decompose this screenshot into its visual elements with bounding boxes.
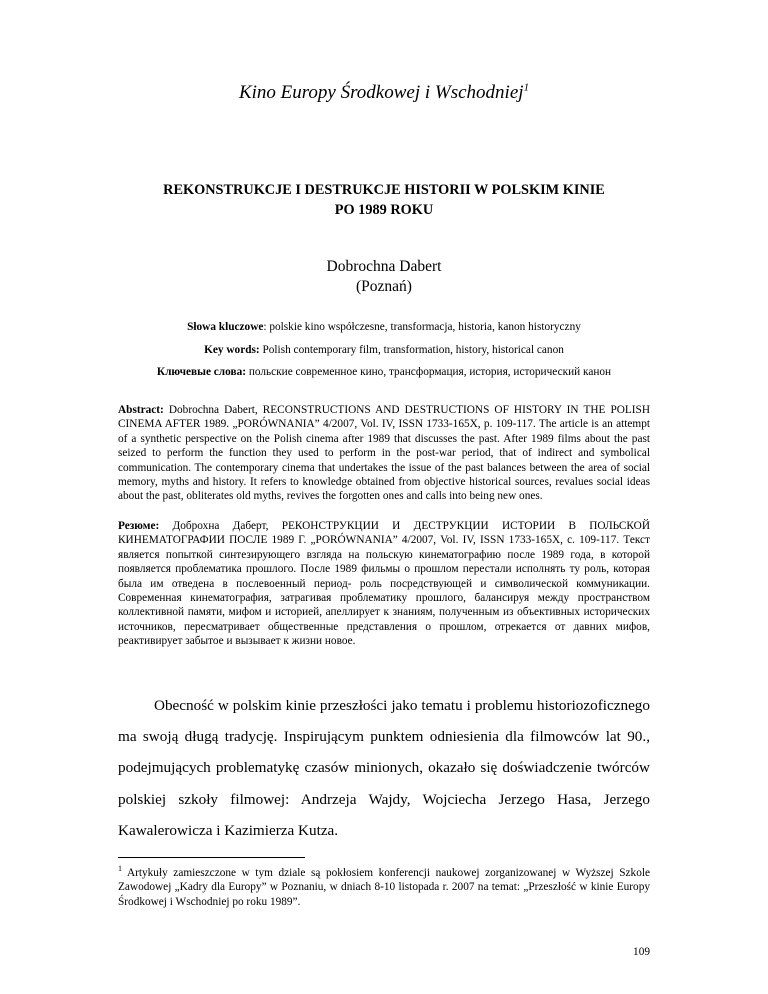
- footnote-text: Artykuły zamieszczone w tym dziale są pokłosiem konferencji naukowej zorganizowanej w Wyższej Szkole Zawodowej „Kadry dla Europy” w Poznaniu, w dniach 8-10 listopada r. 2007 na temat: „Przeszłość w kinie Europy Środkowej i Wschodniej po roku 1989”.: [118, 867, 650, 908]
- author-name: Dobrochna Dabert: [326, 258, 442, 275]
- section-title: [0, 82, 768, 104]
- keywords-polish-text: : polskie kino współczesne, transformacja, historia, kanon historyczny: [263, 321, 581, 333]
- abstract-english-text: Dobrochna Dabert, RECONSTRUCTIONS AND DESTRUCTIONS OF HISTORY IN THE POLISH CINEMA AFTER 1989. „PORÓWNANIA” 4/2007, Vol. IV, ISSN 1733-165X, p. 109-117. The article is an attempt of a synthetic perspective on the Polish cinema after 1989 that discusses the past. After 1989 films about the past seized to perform the function they used to perform in the post-war period, that of indirect and symbolical communication. The contemporary cinema that undertakes the issue of the past balances between the area of social memory, myths and history. It refers to knowledge obtained from objective historical sources, revalues social ideas about the past, obliterates old myths, revives the forgotten ones and calls into being new ones.: [118, 404, 650, 503]
- abstract-russian-label: Резюме:: [118, 520, 160, 532]
- footnote-ref-marker: 1: [523, 81, 530, 94]
- keywords-english: [0, 343, 768, 357]
- footnote-marker: 1: [118, 864, 122, 874]
- abstract-english: [118, 403, 650, 504]
- section-title-text: Kino Europy Środkowej i Wschodniej: [238, 82, 524, 103]
- body-paragraph: Obecność w polskim kinie przeszłości jako tematu i problemu historiozoficznego ma swoją długą tradycję. Inspirującym punktem odniesienia dla filmowców lat 90., podejmujących problematykę czasów minionych, okazało się doświadczenie twórców polskiej szkoły filmowej: Andrzeja Wajdy, Wojciecha Jerzego Hasa, Jerzego Kawalerowicza i Kazimierza Kutza.: [118, 697, 650, 839]
- author-affiliation: (Poznań): [356, 278, 412, 295]
- abstract-english-label: Abstract:: [118, 404, 164, 416]
- abstract-russian-text: Доброхна Даберт, РЕКОНСТРУКЦИИ И ДЕСТРУКЦИИ ИСТОРИИ В ПОЛЬСКОЙ КИНЕМАТОГРАФИИ ПОСЛЕ 1989 Г. „PORÓWNANIA” 4/2007, Vol. IV, ISSN 1733-165X, с. 109-117. Текст является попыткой синтезирующего взгляда на польскую кинематографию после 1989 года, в которой появляется проблематика прошлого. После 1989 фильмы о прошлом перестали исполнять ту роль, которая была им отведена в послевоенный период- роль посредствующей и символической коммуникации. Современная кинематография, затрагивая проблематику прошлого, балансируя между пространством коллективной памяти, мифом и историей, апеллирует к знаниям, полученным из объективных исторических источников, пересматривает общественные представления о прошлом, отрекается от давних мифов, реактивирует забытое и вызывает к жизни новое.: [118, 520, 650, 648]
- keywords-russian-label: Ключевые слова:: [156, 366, 247, 378]
- article-title: [0, 180, 768, 220]
- keywords-block: [0, 320, 768, 388]
- keywords-english-text: Polish contemporary film, transformation, history, historical canon: [259, 343, 564, 356]
- page-number: 109: [633, 946, 650, 958]
- footnote-divider: [118, 857, 305, 858]
- keywords-polish-label: Słowa kluczowe: [187, 321, 264, 333]
- author-block: [0, 257, 768, 297]
- keywords-russian: [0, 365, 768, 379]
- footnote: [118, 866, 650, 909]
- abstract-russian: [118, 519, 650, 649]
- article-title-line-2: PO 1989 ROKU: [334, 202, 434, 218]
- keywords-russian-text: польские современное кино, трансформация, история, исторический канон: [246, 366, 612, 378]
- keywords-polish: [0, 320, 768, 334]
- keywords-english-label: Key words:: [204, 343, 260, 356]
- article-title-line-1: REKONSTRUKCJE I DESTRUKCJE HISTORII W POLSKIM KINIE: [163, 182, 605, 198]
